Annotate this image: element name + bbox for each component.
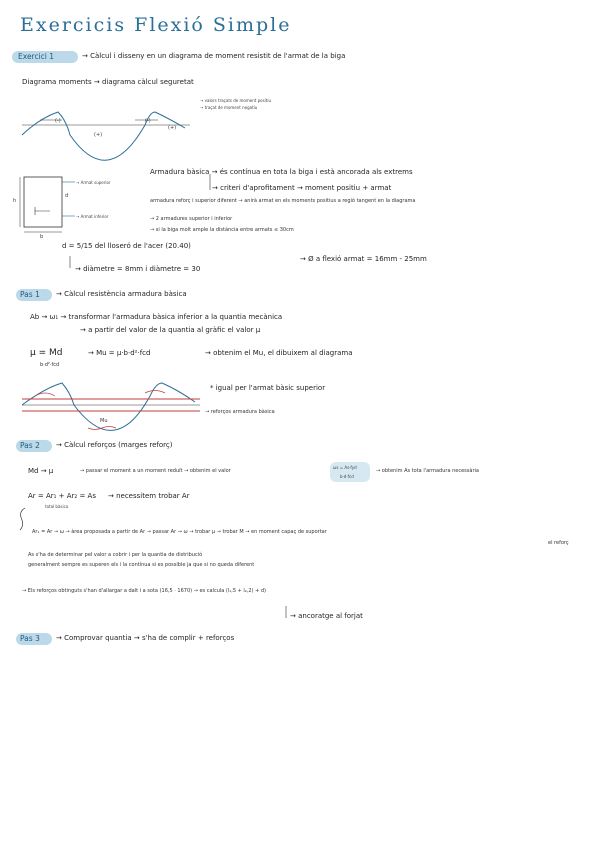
- diagram-legend-positive: → valors traçats de moment positiu: [200, 98, 271, 103]
- pas2-line1-b: → passar el moment a un moment reduït → obtenim el valor: [80, 468, 231, 474]
- pas2-line3-end: el reforç: [548, 540, 569, 546]
- pas1-dim: Mu: [100, 418, 108, 424]
- pas2-heading: → Càlcul reforços (marges reforç): [56, 441, 173, 449]
- pas2-line6: → Els reforços obtinguts s'han d'allargar a dalt i a sota (16,5 · 1670) → es calcula (l₁,5 + l₂,2) + d): [22, 588, 266, 594]
- diagram-legend-negative: → traçat de moment negatiu: [200, 105, 258, 110]
- notes1-line8: → Ø a flexió armat = 16mm - 25mm: [300, 255, 427, 263]
- pas1-note: * igual per l'armat bàsic superior: [210, 384, 326, 392]
- section-label-bottom: → Armat inferior: [76, 214, 109, 219]
- pas1-formula-den: b·d²·fcd: [40, 362, 60, 368]
- exercise-label: Exercici 1: [18, 52, 55, 61]
- moment-diagram-1: [22, 112, 190, 160]
- notes1-line4: → 2 armadures superior i inferior: [150, 216, 233, 222]
- pas2-line1-a: Md → μ: [28, 467, 54, 475]
- section-dim-d: d: [65, 193, 69, 199]
- pas1-line2: → a partir del valor de la quantia al gràfic el valor μ: [80, 326, 261, 334]
- notes1-line5: → si la biga molt ample la distància entre armats ≤ 30cm: [150, 227, 294, 233]
- pas1-reforc: → reforços armadura bàsica: [205, 409, 275, 415]
- cross-section: [20, 177, 75, 232]
- pas2-line2-b: → necessitem trobar Ar: [108, 492, 190, 500]
- pas2-label: Pas 2: [20, 441, 40, 450]
- pas1-label: Pas 1: [20, 290, 40, 299]
- notes1-line6: d = 5/15 del lloseró de l'acer (20.40): [62, 242, 191, 250]
- pas3-heading: → Comprovar quantia → s'ha de complir + reforços: [56, 634, 235, 642]
- notes1-line2: → criteri d'aprofitament → moment positiu + armat: [212, 184, 392, 192]
- notes1-line7: → diàmetre = 8mm i diàmetre = 30: [75, 265, 201, 273]
- pas1-formula-mid: → Mu = μ·b·d²·fcd: [88, 349, 151, 357]
- pas2-frac-top: ωs = As·fyd: [333, 465, 357, 470]
- diagram-label-4: (+): [168, 125, 177, 131]
- diagram-label-1: (-): [55, 118, 61, 124]
- pas2-line4: As s'ha de determinar pel valor a cobrir i per la quantia de distribució: [28, 552, 203, 558]
- diagram-label-2: (+): [94, 132, 103, 138]
- pas2-line7: → ancoratge al forjat: [290, 612, 363, 620]
- pas2-line2-sub: total bàsica: [45, 504, 69, 509]
- moment-diagram-2: [22, 383, 200, 430]
- pas2-line5: generalment sempre es superen els i la contínua si es possible ja que si no queda diferent: [28, 562, 255, 568]
- section-dim-b: b: [40, 234, 44, 240]
- pas2-line1-c: → obtenim As tota l'armadura necessària: [376, 468, 479, 474]
- diagram-label-3: (-): [145, 118, 151, 124]
- exercise-statement: → Càlcul i disseny en un diagrama de moment resistit de l'armat de la biga: [82, 52, 346, 60]
- pas3-label: Pas 3: [20, 634, 40, 643]
- notes1-line3: armadura reforç i superior diferent → anirà armat en els moments positius a regió tangent en la diagrama: [150, 198, 416, 204]
- diagram-heading: Diagrama moments → diagrama càlcul seguretat: [22, 78, 194, 86]
- pas2-frac-bot: b·d·fcd: [340, 474, 354, 479]
- section-dim-h: h: [13, 198, 17, 204]
- pas2-line3: Ar₁ = Ar → ω → àrea proposada a partir de Ar → passar Ar → ω → trobar μ → trobar M → en moment capaç de suportar: [32, 529, 327, 535]
- section-label-top: → Armat superior: [76, 180, 111, 185]
- pas1-formula-right: → obtenim el Mu, el dibuixem al diagrama: [205, 349, 353, 357]
- pas1-line1: Ab → ω₁ → transformar l'armadura bàsica inferior a la quantia mecànica: [30, 313, 283, 321]
- page-title: Exercicis Flexió Simple: [20, 14, 292, 36]
- pas1-formula-left: μ = Md: [30, 348, 63, 358]
- pas2-line2: Ar = Ar₁ + Ar₂ = As: [28, 492, 96, 500]
- notes1-line1: Armadura bàsica → és contínua en tota la biga i està ancorada als extrems: [150, 168, 413, 176]
- pas1-heading: → Càlcul resistència armadura bàsica: [56, 290, 187, 298]
